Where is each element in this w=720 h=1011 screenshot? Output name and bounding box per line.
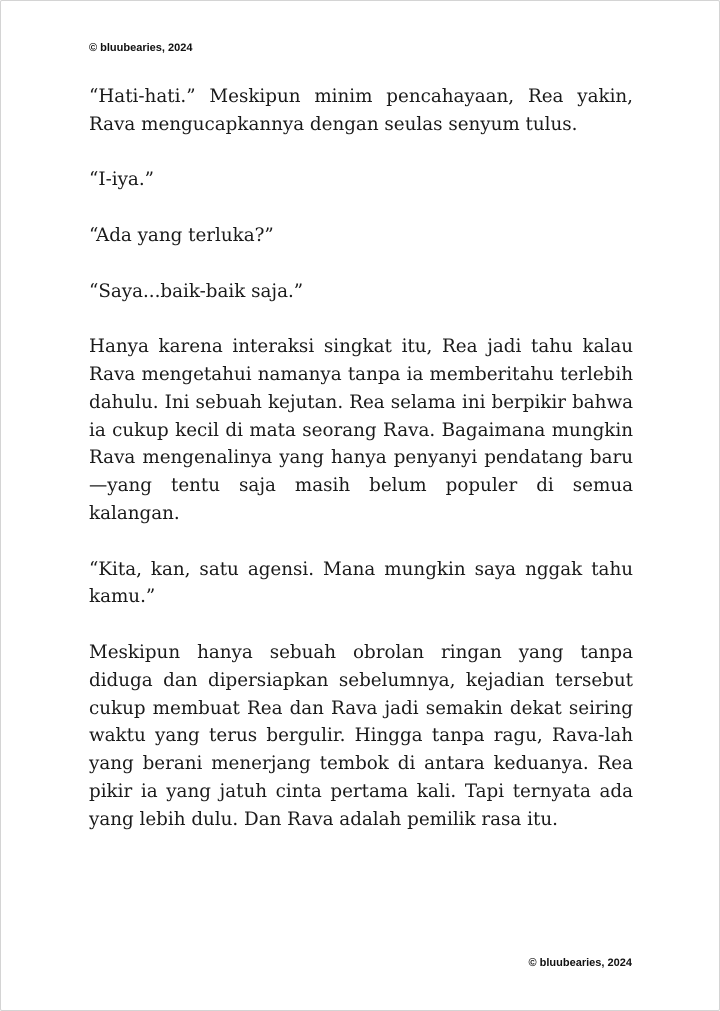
paragraph-4: “Saya...baik-baik saja.”: [89, 280, 304, 302]
story-text: [89, 83, 633, 861]
paragraph-6: “Kita, kan, satu agensi. Mana mungkin saya nggak tahu kamu.”: [89, 558, 633, 608]
paragraph-7: Meskipun hanya sebuah obrolan ringan yang tanpa diduga dan dipersiapkan sebelumnya, kejadian tersebut cukup membuat Rea dan Rava jadi semakin dekat seiring waktu yang terus bergulir. Hingga tanpa ragu, Rava-lah yang berani menerjang tembok di antara keduanya. Rea pikir ia yang jatuh cinta pertama kali. Tapi ternyata ada yang lebih dulu. Dan Rava adalah pemilik rasa itu.: [89, 641, 633, 830]
paragraph-1: “Hati-hati.” Meskipun minim pencahayaan, Rea yakin, Rava mengucapkannya dengan seulas senyum tulus.: [89, 86, 633, 135]
paragraph-5: Hanya karena interaksi singkat itu, Rea jadi tahu kalau Rava mengetahui namanya tanpa ia memberitahu terlebih dahulu. Ini sebuah kejutan. Rea selama ini berpikir bahwa ia cukup kecil di mata seorang Rava. Bagaimana mungkin Rava mengenalinya yang hanya penyanyi pendatang baru—yang tentu saja masih belum populer di semua kalangan.: [89, 336, 633, 524]
paragraph-3: “Ada yang terluka?”: [89, 224, 274, 246]
copyright-watermark-bottom: © bluubearies, 2024: [528, 957, 632, 969]
copyright-watermark-top: © bluubearies, 2024: [89, 42, 193, 54]
paragraph-2: “I-iya.”: [89, 169, 154, 191]
